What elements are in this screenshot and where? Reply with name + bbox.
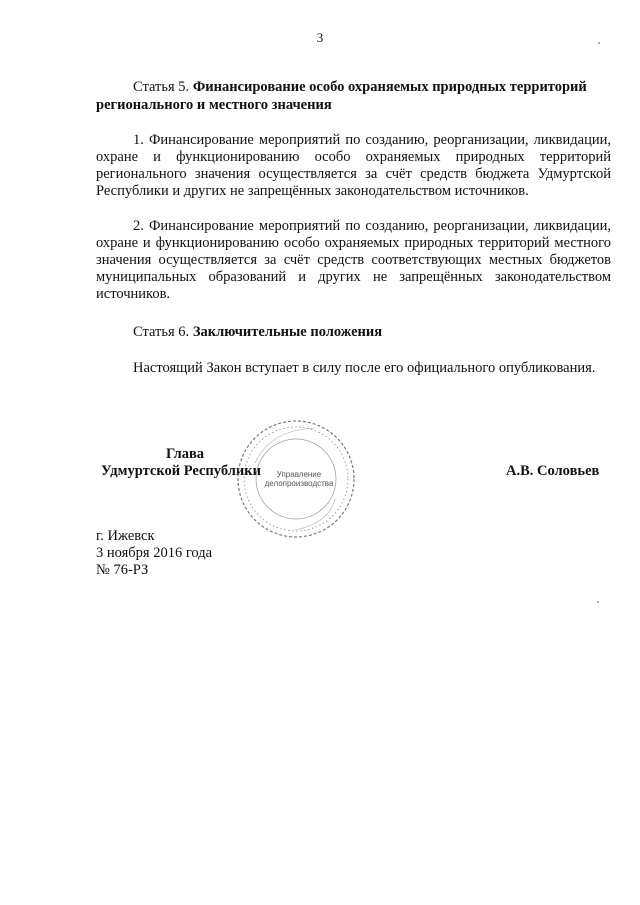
stamp-seal-icon (235, 418, 357, 540)
article-6-text (96, 360, 611, 377)
signature-name: А.В. Соловьев (506, 463, 600, 479)
clause-1-text: Финансирование мероприятий по созданию, реорганизации, ликвидации, охране и функционированию особо охраняемых природных территорий регионального значения осуществляется за счёт средств бюджета Удмуртской Республики и других не запрещённых законодательством источников. (96, 132, 612, 199)
clause-2-text: Финансирование мероприятий по созданию, реорганизации, ликвидации, охране и функционированию особо охраняемых природных территорий местного значения осуществляется за счёт средств соответствующих местных бюджетов муниципальных образований и других не запрещённых законодательством источников. (96, 218, 612, 302)
article-6-prefix: Статья 6. (133, 324, 190, 340)
official-stamp (235, 418, 357, 540)
footer-city: г. Ижевск (96, 528, 155, 544)
article-5-heading (96, 78, 611, 114)
clause-2-number: 2. (133, 218, 144, 234)
article-5-title-line1: Финансирование особо охраняемых природных территорий (192, 79, 587, 95)
scan-speck (598, 42, 600, 44)
article-5-title-line2: регионального и местного значения (96, 97, 332, 113)
footer-date: 3 ноября 2016 года (96, 545, 213, 561)
stamp-line1: Управление (276, 470, 322, 479)
article-5-prefix: Статья 5. (133, 79, 190, 95)
clause-2 (96, 218, 611, 303)
signature-role-line2: Удмуртской Республики (101, 463, 261, 479)
clause-1-number: 1. (133, 132, 144, 148)
article-6-title: Заключительные положения (192, 324, 383, 340)
signature-role-line1: Глава (166, 446, 205, 462)
article-6-body: Настоящий Закон вступает в силу после его официального опубликования. (133, 360, 596, 376)
clause-1 (96, 132, 611, 200)
stamp-line2: делопроизводства (264, 479, 334, 488)
scan-speck (597, 601, 599, 603)
footer-number: № 76-РЗ (96, 562, 149, 578)
article-6-heading (96, 323, 611, 341)
page-number: 3 (316, 30, 324, 45)
